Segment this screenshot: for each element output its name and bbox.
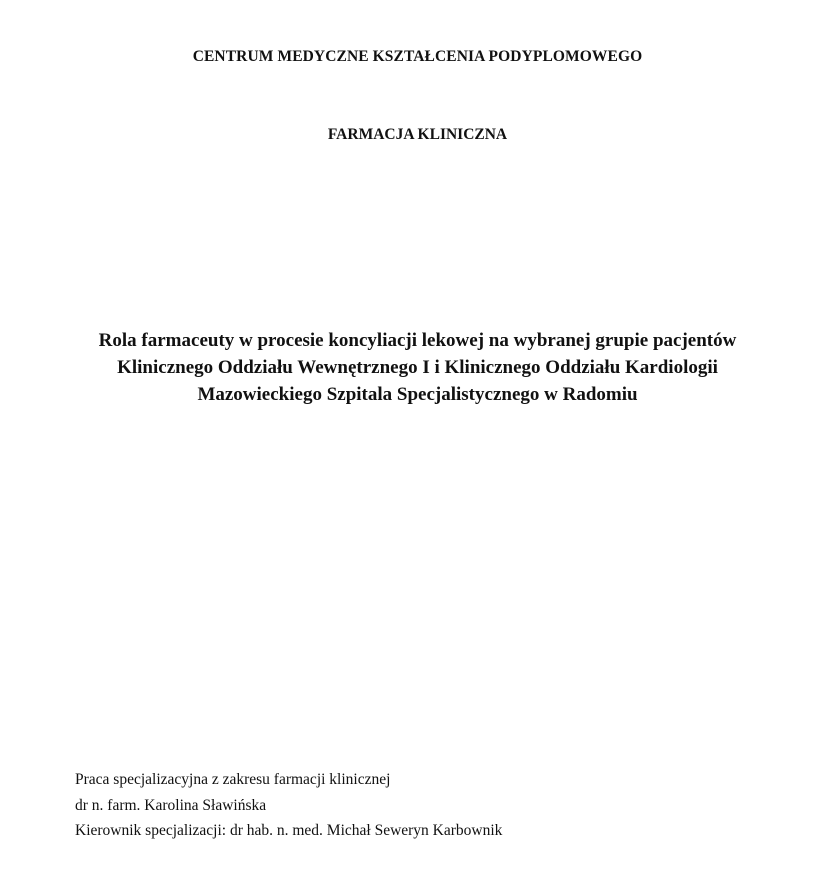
specialization-field-heading: FARMACJA KLINICZNA: [327, 126, 508, 143]
supervisor-name: Kierownik specjalizacji: dr hab. n. med. Michał Seweryn Karbownik: [75, 822, 503, 839]
institution-heading: CENTRUM MEDYCZNE KSZTAŁCENIA PODYPLOMOWEGO: [192, 48, 643, 65]
thesis-title: [0, 327, 835, 408]
thesis-type: Praca specjalizacyjna z zakresu farmacji klinicznej: [75, 771, 391, 788]
thesis-metadata: [75, 767, 502, 844]
thesis-title-line-2: Klinicznego Oddziału Wewnętrznego I i Klinicznego Oddziału Kardiologii: [117, 357, 718, 378]
thesis-title-line-3: Mazowieckiego Szpitala Specjalistycznego w Radomiu: [197, 384, 638, 405]
author-name: dr n. farm. Karolina Sławińska: [75, 796, 267, 814]
thesis-title-line-1: Rola farmaceuty w procesie koncyliacji lekowej na wybranej grupie pacjentów: [98, 330, 737, 351]
